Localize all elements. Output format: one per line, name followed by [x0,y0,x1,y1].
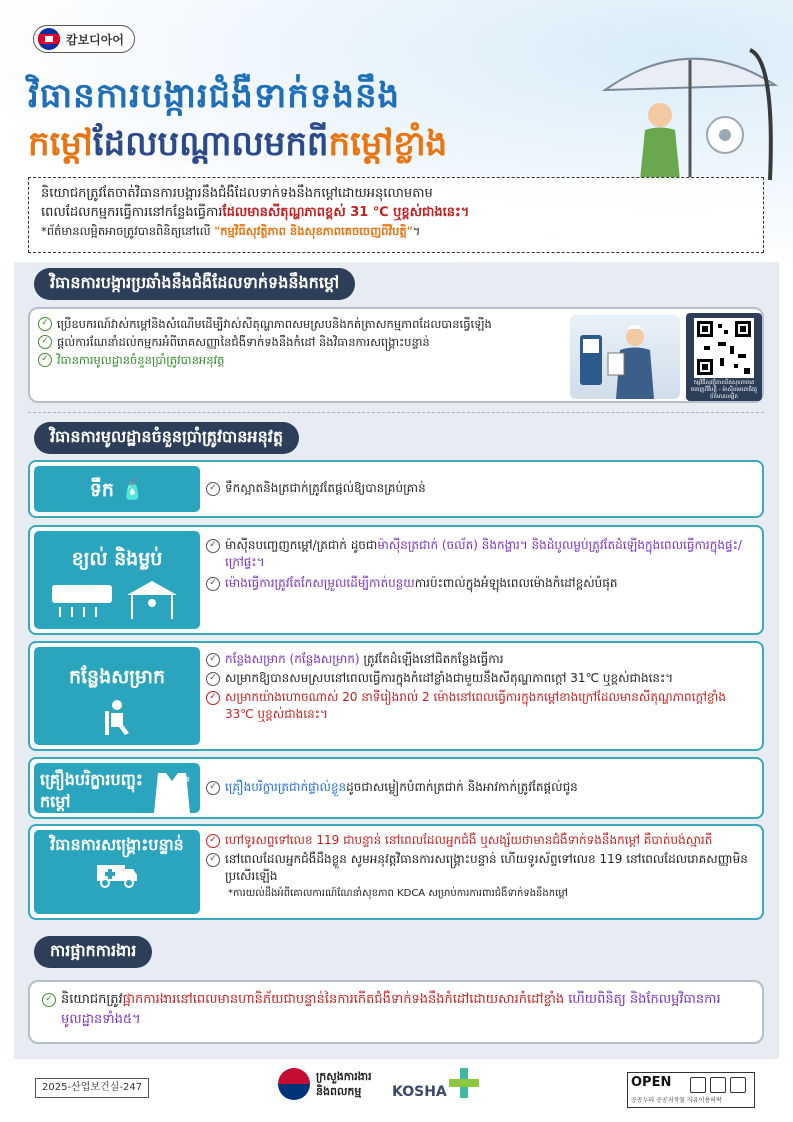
row-label-water: ទឹក 🧴 [34,466,200,512]
title-line-2: កម្តៅដែលបណ្តាលមកពីកម្តៅខ្លាំង [28,124,448,164]
intro-text: និយោជកត្រូវតែចាត់វិធានការបង្ការនឹងជំងឺដែលទាក់ទងនឹងកម្តៅដោយអនុលោមតាម ពេលដែលកម្មករធ្វើការនៅកន្លែងធ្វើការដែលមានសីតុណ្ហភាពខ្ពស់ 31 ℃ ឬខ្ពស់ជាងនេះ។ [41,186,470,220]
worker-thermometer-illustration [570,315,680,399]
air-conditioner-shade-icon [42,575,192,621]
row-body-emergency [206,830,752,914]
cooling-vest-icon [152,769,192,815]
row-body-water [206,466,752,512]
check-icon: ✓ [206,577,220,591]
list-item: ✓ ប្រើឧបករណ៍វាស់កម្តៅនិងសំណើមដើម្បីវាស់សីតុណ្ហភាពសមស្របនិងកត់ត្រាសកម្មភាពដែលបានធ្វើឡើង [38,316,558,332]
list-item: ✓ កន្លែងសម្រាក (កន្លែងសម្រាក) ត្រូវតែដំឡើងនៅជិតកន្លែងធ្វើការ [206,651,752,668]
intro-note: *ព័ត៌មានលម្អិតអាចត្រូវបានពិនិត្យនៅលើ "កម្មវិធីសុវត្ថិភាព និងសុខភាពគេចចេញពីវិបត្តិ"។ [41,224,421,238]
check-icon: ✓ [206,539,220,553]
list-item: ✓ គ្រឿងបរិក្ខារត្រជាក់ផ្ទាល់ខ្លួនដូចជាសម្លៀកបំពាក់ត្រជាក់ និងអាវកាក់ត្រូវតែផ្តល់ជូន [206,779,752,796]
taegeuk-emblem-icon [278,1068,310,1100]
check-icon: ✓ [38,335,52,349]
measure-row-emergency [28,824,764,920]
check-icon: ✓ [206,653,220,667]
emergency-note: *ការយល់ដឹងអំពីគោលការណ៍ណែនាំសុខភាព KDCA សម្រាប់ការការពារជំងឺទាក់ទងនឹងកម្តៅ [228,888,568,899]
list-item: ✓ ម៉ាស៊ីនបញ្ចេញកម្តៅ/ត្រជាក់ ដូចជាម៉ាស៊ីនត្រជាក់ (ចល័ត) និងកង្ហារ។ និងដំបូលម្លប់ត្រូវតែដំឡើងក្នុងពេលធ្វើការក្នុងផ្ទះ/ក្រៅផ្ទះ។ [206,537,752,571]
row-label-emergency: វិធានការសង្គ្រោះបន្ទាន់ [34,830,200,914]
row-body-ventilation [206,531,752,629]
check-icon: ✓ [38,317,52,331]
work-stop-box [28,980,764,1044]
check-icon: ✓ [206,834,220,848]
list-item: ✓ ផ្តល់ការណែនាំដល់កម្មករអំពីរោគសញ្ញានៃជំងឺទាក់ទងនឹងកំដៅ និងវិធានការសង្គ្រោះបន្ទាន់ [38,334,558,350]
check-icon: ✓ [206,781,220,795]
list-item: ✓ ហៅទូរសព្ទទៅលេខ 119 ជាបន្ទាន់ នៅពេលដែលអ្នកជំងឺ ឬសង្ស័យថាមានជំងឺទាក់ទងនឹងកម្តៅ គឺបាត់បង់ស្មារតី [206,832,752,849]
check-icon: ✓ [206,853,220,867]
list-item: ✓ សម្រាកយ៉ាងហោចណាស់ 20 នាទីរៀងរាល់ 2 ម៉ោងនៅពេលធ្វើការក្នុងកម្តៅខាងក្រៅដែលមានសីតុណ្ហភាពក្តៅខ្លាំង 33℃ ឬខ្ពស់ជាងនេះ។ [206,689,752,723]
water-bottle-icon: 🧴 [120,479,145,501]
kosha-logo: KOSHA [392,1066,479,1100]
open-license-badge: OPEN 공공누리 공공저작물 자유이용허락 [627,1072,755,1108]
qr-code-icon[interactable] [694,318,754,378]
check-icon: ✓ [206,482,220,496]
row-label-rest: កន្លែងសម្រាក [34,647,200,745]
cambodia-flag-icon [38,28,60,50]
language-badge [33,25,135,53]
row-label-ventilation: ខ្យល់ និងម្លប់ [34,531,200,629]
list-item: ✓ ទឹកស្អាតនិងត្រជាក់ត្រូវតែផ្តល់ឱ្យបានគ្រប់គ្រាន់ [206,480,752,497]
worker-umbrella-illustration [600,30,780,180]
list-item: ✓ និយោជកត្រូវផ្អាកការងារនៅពេលមានហានិភ័យជាបន្ទាន់នៃការកើតជំងឺទាក់ទងនឹងកំដៅដោយសារកំដៅខ្លាំង ហើយពិនិត្យ និងកែលម្អវិធានការមូលដ្ឋានទាំង៥។ [42,990,750,1030]
language-label: 캄보디아어 [66,32,124,47]
work-stop-section-title: ការផ្អាកការងារ [34,936,152,968]
row-body-cooling-gear [206,763,752,813]
measure-row-water [28,460,764,518]
measure-row-cooling-gear [28,757,764,819]
qr-code-panel[interactable] [686,313,762,401]
license-noderivs-icon [730,1077,746,1093]
qr-caption: កម្មវិធីសុវត្ថិភាពនិងសុខភាពគេចចេញពីវិបត្តិ - ម៉ាស៊ីនមេពោធិវត្ថុ ព័ត៌មានលម្អិត [690,380,758,400]
measure-row-ventilation [28,525,764,635]
check-icon: ✓ [206,691,220,705]
intro-box [28,177,764,253]
license-noncommercial-icon [710,1077,726,1093]
page-title [28,72,608,168]
list-item: ✓ វិធានការមូលដ្ឋានចំនួនប្រាំត្រូវបានអនុវត្ត [38,352,558,368]
prevention-section-title: វិធានការបង្ការប្រឆាំងនឹងជំងឺដែលទាក់ទងនឹងកម្តៅ [34,268,355,300]
check-icon: ✓ [42,993,56,1007]
title-line-1: វិធានការបង្ការជំងឺទាក់ទងនឹង [28,76,401,116]
list-item: ✓ សម្រាកឱ្យបានសមស្របនៅពេលធ្វើការក្នុងកំដៅខ្លាំងជាមួយនឹងសីតុណ្ហភាពក្តៅ 31℃ ឬខ្ពស់ជាងនេះ។ [206,670,752,687]
row-label-cooling-gear: គ្រឿងបរិក្ខារបញ្ចុះកម្តៅ ❄ [34,763,200,813]
measure-row-rest [28,641,764,751]
prevention-list [38,316,558,370]
ministry-logo: ក្រសួងការងារ និងពលកម្ម [278,1068,372,1100]
check-icon: ✓ [206,672,220,686]
basic-measures-section-title: វិធានការមូលដ្ឋានចំនួនប្រាំត្រូវបានអនុវត្ត [34,422,299,454]
check-icon: ✓ [38,353,52,367]
list-item: ✓ ម៉ោងធ្វើការត្រូវតែកែសម្រួលដើម្បីកាត់បន្ថយការប៉ះពាល់ក្នុងអំឡុងពេលម៉ោងកំដៅខ្ពស់បំផុត [206,575,752,592]
license-attribution-icon [690,1077,706,1093]
document-code: 2025-산업보건실-247 [35,1078,149,1098]
section-divider [28,412,764,413]
list-item: ✓ នៅពេលដែលអ្នកជំងឺដឹងខ្លួន សូមអនុវត្តវិធានការសង្គ្រោះបន្ទាន់ ហើយទូរស័ព្ទទៅលេខ 119 នៅពេលដែលរោគសញ្ញាមិនប្រសើរឡើង [206,851,752,885]
svg-text:❄: ❄ [182,775,191,786]
kosha-cross-icon [449,1066,479,1100]
row-body-rest [206,647,752,745]
ambulance-icon [95,859,139,889]
resting-person-icon [97,697,137,737]
prevention-box [28,307,764,403]
